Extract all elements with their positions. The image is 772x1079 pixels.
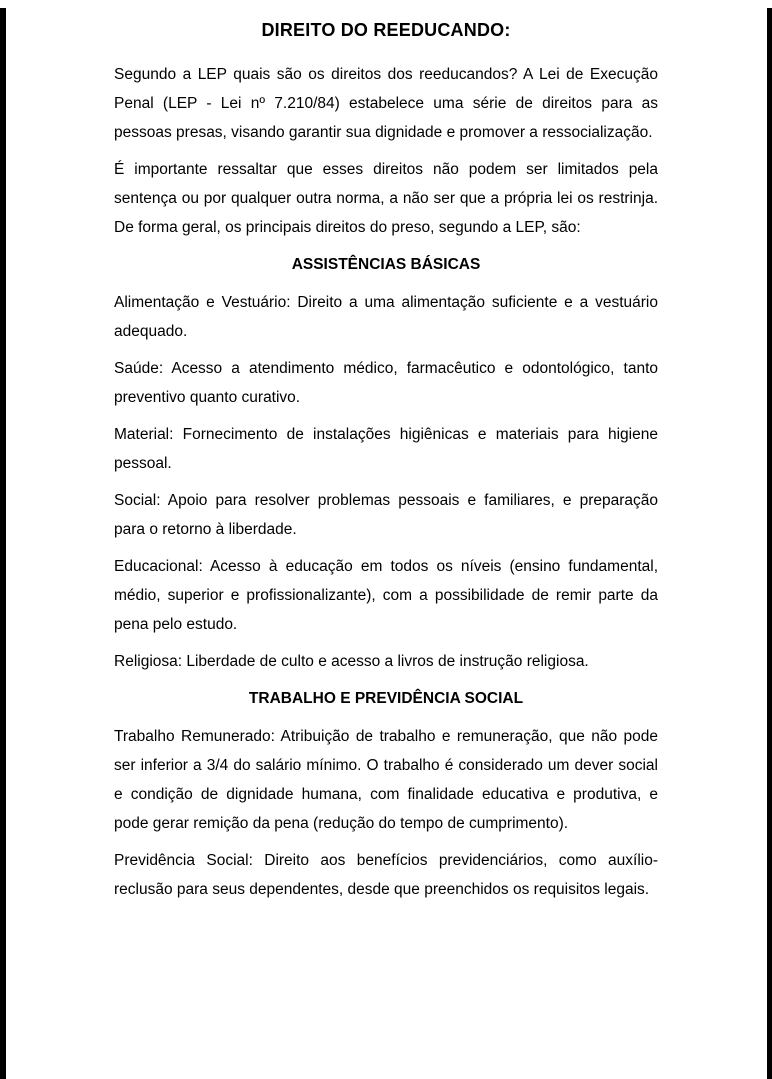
section-heading-trabalho-previdencia: TRABALHO E PREVIDÊNCIA SOCIAL [248,690,524,707]
intro-paragraph-1: Segundo a LEP quais são os direitos dos reeducandos? A Lei de Execução Penal (LEP - Lei nº 7.210/84) estabelece uma série de direitos para as pessoas presas, visando garantir sua dignidade e promover a ressocialização. [114,66,658,141]
section-heading-assistencias-basicas: ASSISTÊNCIAS BÁSICAS [291,256,481,273]
paragraph-trabalho-remunerado: Trabalho Remunerado: Atribuição de trabalho e remuneração, que não pode ser inferior a 3/4 do salário mínimo. O trabalho é considerado um dever social e condição de dignidade humana, com finalidade educativa e produtiva, e pode gerar remição da pena (redução do tempo de cumprimento). [114,728,658,832]
document-title: DIREITO DO REEDUCANDO: [261,20,511,40]
paragraph-material: Material: Fornecimento de instalações higiênicas e materiais para higiene pessoal. [114,426,658,472]
intro-paragraph-2: É importante ressaltar que esses direitos não podem ser limitados pela sentença ou por qualquer outra norma, a não ser que a própria lei os restrinja. De forma geral, os principais direitos do preso, segundo a LEP, são: [114,161,658,236]
paragraph-previdencia-social: Previdência Social: Direito aos benefícios previdenciários, como auxílio-reclusão para seus dependentes, desde que preenchidos os requisitos legais. [114,852,658,898]
paragraph-educacional: Educacional: Acesso à educação em todos os níveis (ensino fundamental, médio, superior e profissionalizante), com a possibilidade de remir parte da pena pelo estudo. [114,558,658,633]
page-edge-bar-right [767,8,772,1079]
paragraph-saude: Saúde: Acesso a atendimento médico, farmacêutico e odontológico, tanto preventivo quanto curativo. [114,360,658,406]
paragraph-social: Social: Apoio para resolver problemas pessoais e familiares, e preparação para o retorno à liberdade. [114,492,658,538]
paragraph-religiosa: Religiosa: Liberdade de culto e acesso a livros de instrução religiosa. [114,653,589,670]
document-page [114,0,658,912]
page-edge-bar-left [0,8,6,1079]
paragraph-alimentacao-vestuario: Alimentação e Vestuário: Direito a uma alimentação suficiente e a vestuário adequado. [114,294,658,340]
